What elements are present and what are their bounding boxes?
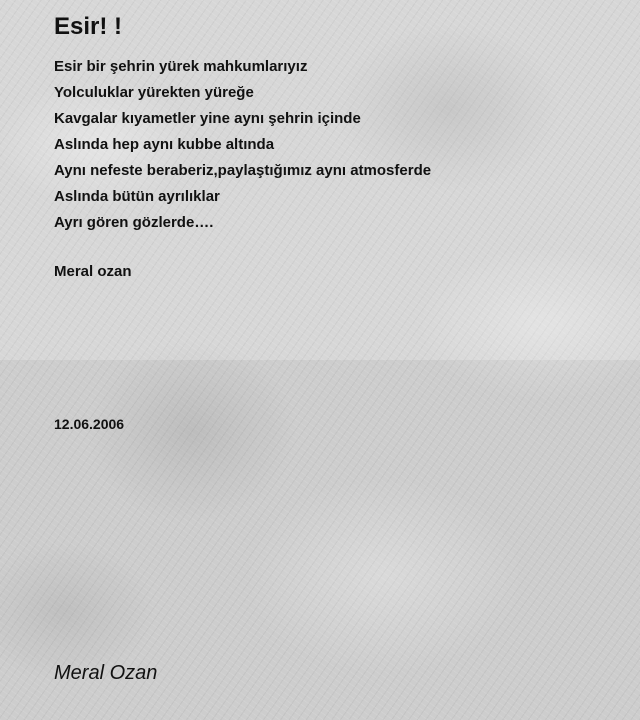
poem-line: Ayrı gören gözlerde….: [54, 214, 214, 231]
poem-line: Aslında bütün ayrılıklar: [54, 188, 220, 205]
poem-body: [54, 54, 431, 236]
poem-author: Meral ozan: [54, 263, 132, 280]
poem-line: Aynı nefeste beraberiz,paylaştığımız aynı atmosferde: [54, 162, 432, 179]
author-signature: Meral Ozan: [54, 662, 158, 684]
poem-date: 12.06.2006: [54, 416, 125, 432]
poem-title: Esir! !: [54, 13, 123, 40]
poem-line: Yolculuklar yürekten yüreğe: [54, 84, 254, 101]
poem-line: Esir bir şehrin yürek mahkumlarıyız: [54, 58, 308, 75]
poem-line: Aslında hep aynı kubbe altında: [54, 136, 275, 153]
poem-line: Kavgalar kıyametler yine aynı şehrin içinde: [54, 110, 361, 127]
